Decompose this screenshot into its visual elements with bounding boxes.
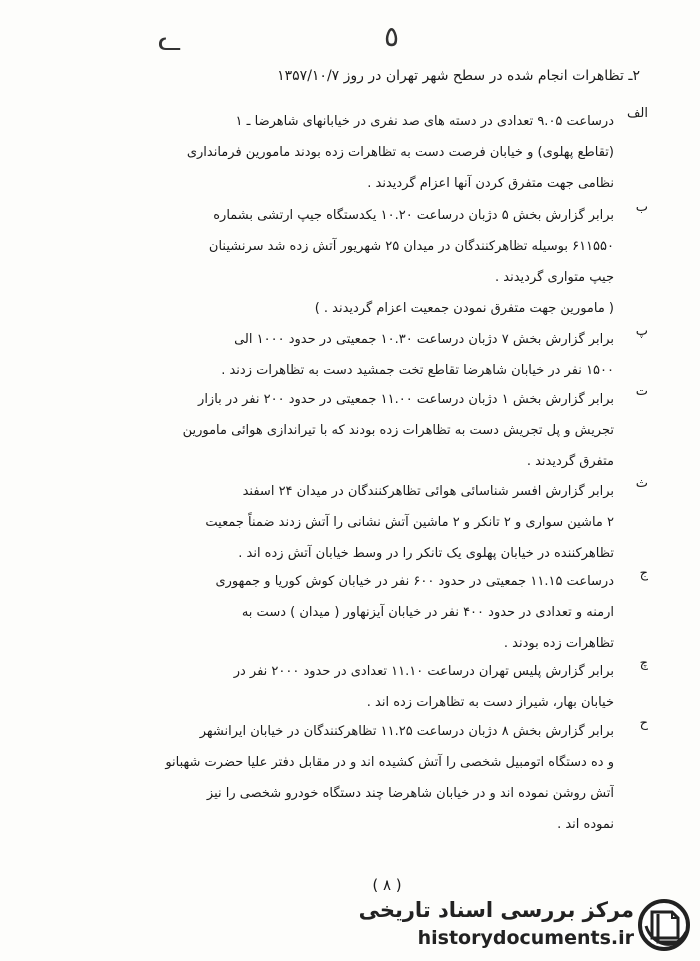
logo-title: مرکز بررسی اسناد تاریخی [358, 898, 634, 922]
handwritten-mark-center: ٥ [384, 20, 400, 53]
item-marker: پ [635, 324, 648, 339]
item-line: ۶۱۱۵۵۰ بوسیله تظاهرکنندگان در میدان ۲۵ شهریور آتش زده شد سرنشینان [208, 239, 614, 254]
report-item [48, 384, 648, 477]
watermark-logo[interactable] [358, 894, 694, 956]
item-text [48, 384, 614, 477]
item-text [48, 200, 614, 324]
handwritten-mark-left: ᓚ [158, 24, 182, 57]
item-line: برابر گزارش بخش ۸ دژبان درساعت ۱۱.۲۵ تظاهرکنندگان در خیابان ایرانشهر [199, 724, 614, 739]
item-line: برابر گزارش پلیس تهران درساعت ۱۱.۱۰ تعدادی در حدود ۲۰۰۰ نفر در [233, 664, 614, 679]
item-line: ارمنه و تعدادی در حدود ۴۰۰ نفر در خیابان آیزنهاور ( میدان ) دست به [241, 605, 614, 620]
report-item [48, 200, 648, 324]
item-text [48, 566, 614, 659]
item-line: تظاهرکننده در خیابان پهلوی یک تانکر را در وسط خیابان آتش زده اند . [238, 546, 614, 561]
item-line: تجریش و پل تجریش دست به تظاهرات زده بودند که با تیراندازی هوائی مامورین [182, 423, 614, 438]
report-item [48, 324, 648, 386]
item-marker: الف [626, 106, 648, 121]
item-marker: ب [635, 200, 648, 215]
item-marker: ح [639, 716, 648, 731]
item-line: خیابان بهار، شیراز دست به تظاهرات زده اند . [366, 695, 614, 710]
item-line: ۲ ماشین سواری و ۲ تانکر و ۲ ماشین آتش نشانی را آتش زدند ضمناً جمعیت [205, 515, 614, 530]
item-line: درساعت ۱۱.۱۵ جمعیتی در حدود ۶۰۰ نفر در خیابان کوش کوریا و جمهوری [215, 574, 614, 589]
item-line: برابر گزارش بخش ۷ دژبان درساعت ۱۰.۳۰ جمعیتی در حدود ۱۰۰۰ الی [234, 332, 614, 347]
item-marker: چ [639, 656, 648, 671]
item-text [48, 106, 614, 199]
item-line: برابر گزارش بخش ۱ دژبان درساعت ۱۱.۰۰ جمعیتی در حدود ۲۰۰ نفر در بازار [198, 392, 614, 407]
report-item [48, 566, 648, 659]
item-line: و ده دستگاه اتومبیل شخصی را آتش کشیده اند و در مقابل دفتر علیا حضرت شهبانو [165, 755, 614, 770]
item-line: نموده اند . [557, 817, 614, 832]
item-line: برابر گزارش بخش ۵ دژبان درساعت ۱۰.۲۰ یکدستگاه جیپ ارتشی بشماره [213, 208, 614, 223]
item-line: متفرق گردیدند . [526, 454, 614, 469]
item-text [48, 656, 614, 718]
report-item [48, 106, 648, 199]
report-item [48, 476, 648, 569]
document-center-logo-icon [638, 896, 690, 954]
item-marker: ج [639, 566, 648, 581]
item-line: نظامی جهت متفرق کردن آنها اعزام گردیدند . [367, 176, 614, 191]
item-line: (تقاطع پهلوی) و خیابان فرصت دست به تظاهرات زده بودند مامورین فرمانداری [186, 145, 614, 160]
page-number: ( ۸ ) [372, 876, 402, 894]
item-text [48, 716, 614, 840]
item-line: آتش روشن نموده اند و در خیابان شاهرضا چند دستگاه خودرو شخصی را نیز [206, 786, 614, 801]
item-line: درساعت ۹.۰۵ تعدادی در دسته های صد نفری در خیابانهای شاهرضا ـ ۱ [235, 114, 614, 129]
report-heading: ۲ـ تظاهرات انجام شده در سطح شهر تهران در روز ۱۳۵۷/۱۰/۷ [277, 68, 640, 84]
item-text [48, 324, 614, 386]
item-line: جیپ متواری گردیدند . [495, 270, 614, 285]
item-line: برابر گزارش افسر شناسائی هوائی تظاهرکنندگان در میدان ۲۴ اسفند [242, 484, 614, 499]
item-marker: ث [635, 476, 648, 491]
report-item [48, 656, 648, 718]
item-marker: ت [635, 384, 648, 399]
item-line: تظاهرات زده بودند . [503, 636, 614, 651]
logo-url[interactable]: historydocuments.ir [417, 927, 634, 949]
item-text [48, 476, 614, 569]
item-line: ( مامورین جهت متفرق نمودن جمعیت اعزام گردیدند . ) [314, 301, 614, 316]
report-item [48, 716, 648, 840]
item-line: ۱۵۰۰ نفر در خیابان شاهرضا تقاطع تخت جمشید دست به تظاهرات زدند . [221, 363, 614, 378]
